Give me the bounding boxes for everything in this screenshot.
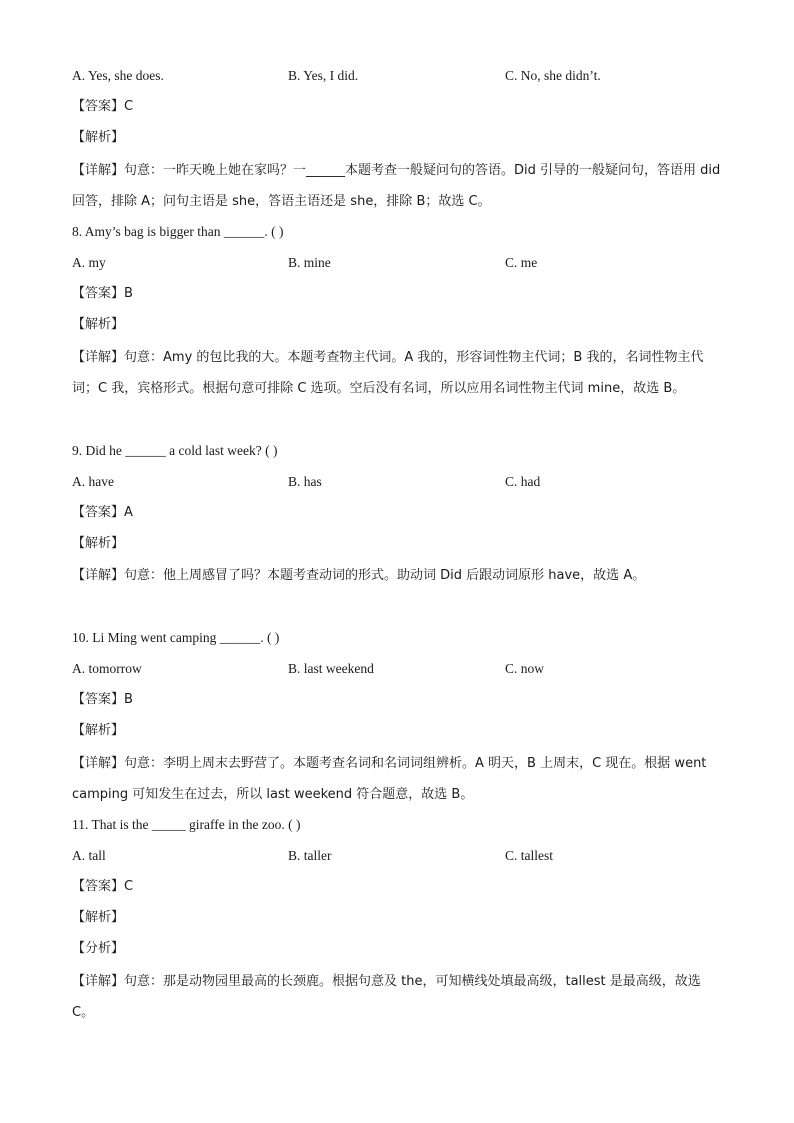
answer-value: A	[124, 505, 133, 520]
fenxi-label: 【分析】	[72, 941, 125, 956]
option-b: B. has	[288, 474, 322, 489]
detail-paragraph	[72, 966, 724, 1028]
answer-value: B	[124, 692, 133, 707]
answer-line	[72, 877, 133, 897]
option-c: C. had	[505, 474, 541, 489]
analysis-label: 【解析】	[72, 317, 125, 332]
option-a: A. tomorrow	[72, 661, 142, 676]
detail-text: 句意：他上周感冒了吗？本题考查动词的形式。助动词 Did 后跟动词原形 have，故选 A。	[124, 568, 646, 583]
option-a: A. my	[72, 255, 106, 270]
answer-line	[72, 503, 133, 523]
answer-label: 【答案】	[72, 99, 125, 114]
detail-text: 句意：李明上周末去野营了。本题考查名词和名词词组辨析。A 明天，B 上周末，C 现在。根据 went camping 可知发生在过去，所以 last weekend 符合题意，故选 B。	[72, 756, 707, 802]
answer-line	[72, 284, 133, 304]
option-c: C. tallest	[505, 848, 553, 863]
detail-paragraph	[72, 342, 724, 404]
detail-label: 【详解】	[72, 568, 125, 583]
detail-label: 【详解】	[72, 974, 125, 989]
answer-label: 【答案】	[72, 879, 125, 894]
answer-value: B	[124, 286, 133, 301]
detail-label: 【详解】	[72, 163, 125, 178]
question-text: 11. That is the _____ giraffe in the zoo. ( )	[72, 817, 301, 832]
answer-line	[72, 690, 133, 710]
question-text: 8. Amy’s bag is bigger than ______. ( )	[72, 224, 284, 239]
option-c: C. No, she didn’t.	[505, 68, 601, 83]
option-a: A. have	[72, 474, 114, 489]
option-b: B. mine	[288, 255, 331, 270]
answer-value: C	[124, 879, 134, 894]
option-a: A. tall	[72, 848, 106, 863]
question-text: 9. Did he ______ a cold last week? ( )	[72, 443, 278, 458]
option-c: C. me	[505, 255, 538, 270]
detail-paragraph	[72, 560, 724, 591]
detail-paragraph	[72, 748, 724, 810]
option-c: C. now	[505, 661, 545, 676]
option-b: B. taller	[288, 848, 332, 863]
answer-value: C	[124, 99, 134, 114]
detail-text: 句意：那是动物园里最高的长颈鹿。根据句意及 the，可知横线处填最高级，tallest 是最高级，故选 C。	[72, 974, 701, 1020]
analysis-label: 【解析】	[72, 130, 125, 145]
option-b: B. Yes, I did.	[288, 68, 359, 83]
question-text: 10. Li Ming went camping ______. ( )	[72, 630, 280, 645]
detail-label: 【详解】	[72, 756, 125, 771]
analysis-label: 【解析】	[72, 536, 125, 551]
analysis-label: 【解析】	[72, 910, 125, 925]
detail-text: 句意：一昨天晚上她在家吗？一______本题考查一般疑问句的答语。Did 引导的一般疑问句，答语用 did 回答，排除 A；问句主语是 she，答语主语还是 she，排除 B；故选 C。	[72, 163, 721, 209]
option-a: A. Yes, she does.	[72, 68, 164, 83]
answer-label: 【答案】	[72, 692, 125, 707]
detail-text: 句意：Amy 的包比我的大。本题考查物主代词。A 我的，形容词性物主代词；B 我的，名词性物主代词；C 我，宾格形式。根据句意可排除 C 选项。空后没有名词，所以应用名词性物主代词 mine，故选 B。	[72, 350, 704, 396]
answer-label: 【答案】	[72, 505, 125, 520]
answer-label: 【答案】	[72, 286, 125, 301]
detail-paragraph	[72, 155, 724, 217]
analysis-label: 【解析】	[72, 723, 125, 738]
detail-label: 【详解】	[72, 350, 125, 365]
option-b: B. last weekend	[288, 661, 374, 676]
answer-line	[72, 97, 133, 117]
